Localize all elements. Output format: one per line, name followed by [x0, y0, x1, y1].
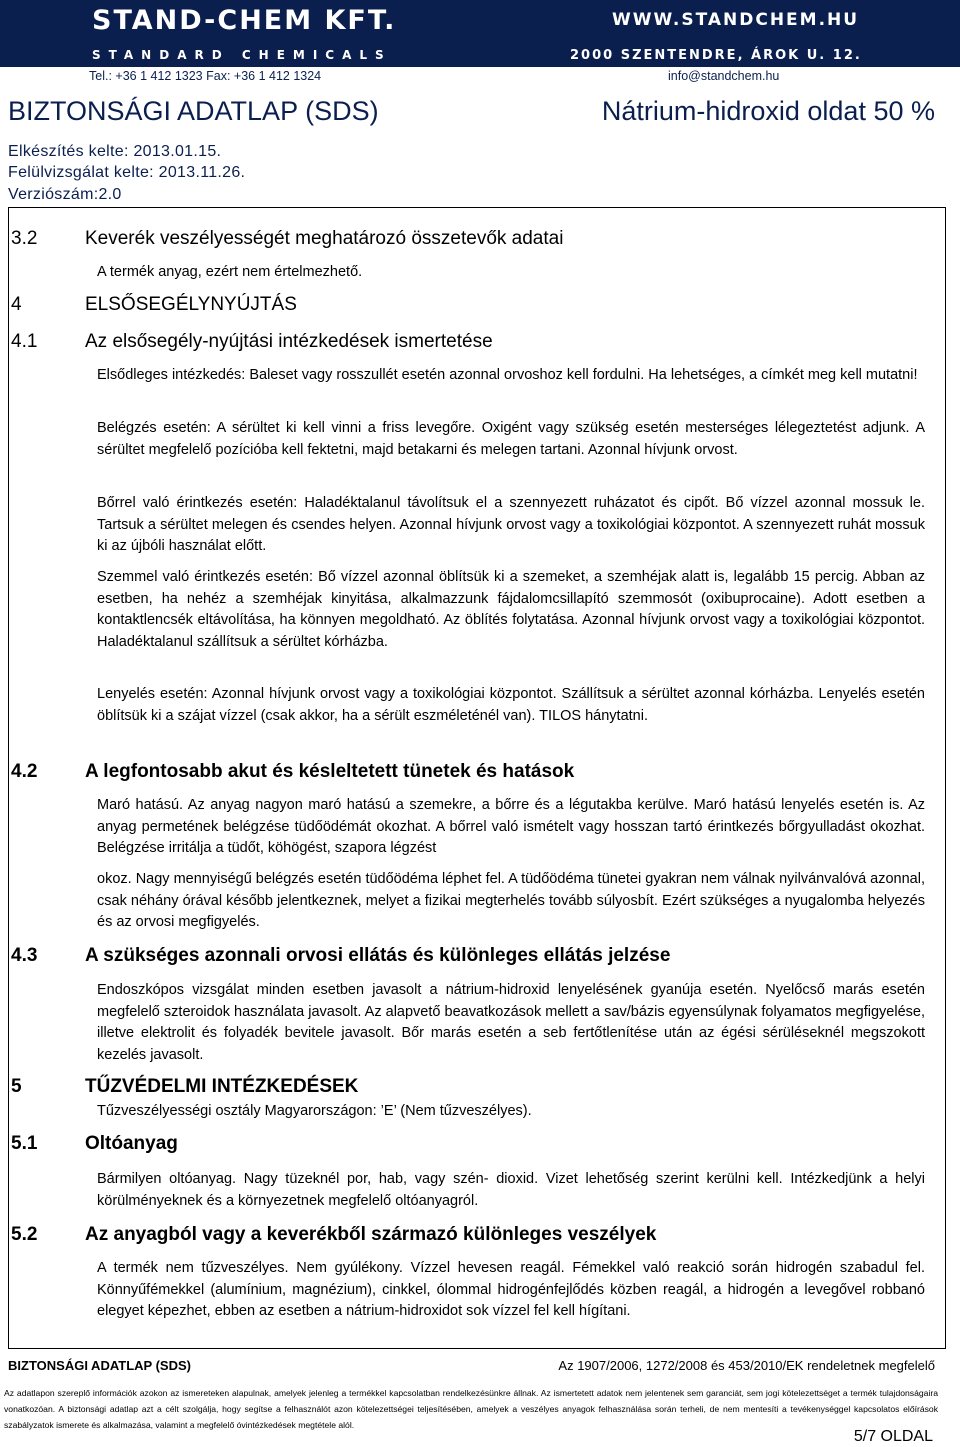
revised-date: Felülvizsgálat kelte: 2013.11.26.	[8, 164, 246, 181]
company-name: STAND-CHEM KFT.	[92, 5, 397, 36]
footer-regulation: Az 1907/2006, 1272/2008 és 453/2010/EK rendeletnek megfelelő	[558, 1358, 935, 1373]
footer-document-type: BIZTONSÁGI ADATLAP (SDS)	[8, 1358, 191, 1373]
symptoms-paragraph-1: Maró hatású. Az anyag nagyon maró hatású a szemekre, a bőrre és a légutakba kerülve. Maró hatású lenyelés esetén is. Az anyag permetének belégzése tüdőödémát okozhat. A bőrrel való ismételt vagy hosszan tartó érintkezés bőrgyulladást okozhat. Belégzése irritálja a tüdőt, köhögést, szapora légzést	[97, 797, 925, 856]
section-3-2-title: Keverék veszélyességét meghatározó összetevők adatai	[85, 228, 564, 249]
contact-email: info@standchem.hu	[668, 69, 780, 83]
section-4-1-title: Az elsősegély-nyújtási intézkedések ismertetése	[85, 331, 493, 352]
symptoms-paragraph-2: okoz. Nagy mennyiségű belégzés esetén tüdőödéma léphet fel. A tüdőödéma tünetei gyakran nem válnak nyilvánvalóvá azonnal, csak néhány órával később jelentkeznek, melyet a fizikai megterhelés tovább súlyosbít. Ezért szükséges a nyugalomba helyezés és az orvosi megfigyelés.	[97, 871, 925, 930]
section-5-title: TŰZVÉDELMI INTÉZKEDÉSEK	[85, 1076, 359, 1097]
version-number: Verziószám:2.0	[8, 186, 122, 203]
extinguishing-media-text: Bármilyen oltóanyag. Nagy tüzeknél por, hab, vagy szén- dioxid. Vizet lehetőség szerint kerülni kell. Intézkedjünk a helyi körülményeknek és a környezetnek megfelelő oltóanyagról.	[97, 1171, 925, 1209]
first-aid-ingestion: Lenyelés esetén: Azonnal hívjunk orvost vagy a toxikológiai központot. Szállítsuk a sérültet azonnal kórházba. Lenyelés esetén öblítsük ki a szájat vízzel (csak akkor, ha a sérült eszméleténél van). TILOS hánytatni.	[97, 686, 925, 724]
section-5-1-title: Oltóanyag	[85, 1133, 178, 1154]
company-address: 2000 SZENTENDRE, ÁROK U. 12.	[570, 48, 862, 63]
company-website: WWW.STANDCHEM.HU	[612, 10, 860, 30]
company-subtitle: STANDARD CHEMICALS	[92, 48, 392, 62]
page-number: 5/7 OLDAL	[853, 1428, 933, 1445]
first-aid-eye: Szemmel való érintkezés esetén: Bő vízzel azonnal öblítsük ki a szemeket, a szemhéjak alatt is, legalább 15 percig. Abban az esetben, ha nehéz a szemhéjak kinyitása, alkalmazzunk fájdalomcsillapító szemmosót (oxibuprocaine). Adott esetben a kontaktlencsék eltávolítása, ha könnyen megoldható. Az öblítés folytatása. Azonnal hívjunk orvost vagy a toxikológiai központot. Haladéktalanul szállítsuk a sérültet kórházba.	[97, 569, 925, 650]
footer-disclaimer: Az adatlapon szereplő információk azokon az ismereteken alapulnak, amelyek jelenleg a termékkel kapcsolatban rendelkezésünkre állnak. Az ismertetett adatok nem jelentenek sem garanciát, sem jogi kötelezettséget a termék tulajdonságaira vonatkozóan. A biztonsági adatlap azt a célt szolgálja, hogy segítse a felhasználót azon kötelezettségei teljesítésében, amelyek a veszélyes anyagok felhasználása során terheli, de nem mentesíti a tevékenységgel kapcsolatos előírások szabályzatok ismerete és alkalmazása, valamint a megfelelő óvintézkedések megtétele alól.	[4, 1388, 938, 1430]
section-4-title: ELSŐSEGÉLYNYÚJTÁS	[85, 294, 297, 315]
medical-attention-text: Endoszkópos vizsgálat minden esetben javasolt a nátrium-hidroxid lenyelésének gyanúja esetén. Nyelőcső marás esetén megfelelő szteroidok használata javasolt. Az alapvető beavatkozások mellett a sav/bázis egyensúlynak folyamatos megfigyelése, illetve elektrolit és folyadék bevitele javasolt. Bőr marás esetén a seb fertőtlenítése után az égési sérüléseknél megszokott kezelés javasolt.	[97, 982, 925, 1063]
section-5-2-title: Az anyagból vagy a keverékből származó különleges veszélyek	[85, 1224, 657, 1245]
section-4-3-title: A szükséges azonnali orvosi ellátás és különleges ellátás jelzése	[85, 945, 671, 966]
special-hazards-text: A termék nem tűzveszélyes. Nem gyúlékony. Vízzel hevesen reagál. Fémekkel való reakció során hidrogén szabadul fel. Könnyűfémekkel (alumínium, magnézium), cinkkel, ólommal hidrogénfejlődés közben reagál, a hidrogén a levegővel robbanó elegyet képezhet, ebben az esetben a nátrium-hidroxidot sok vízzel fel kell hígítani.	[97, 1260, 925, 1319]
created-date: Elkészítés kelte: 2013.01.15.	[8, 143, 222, 160]
first-aid-inhalation: Belégzés esetén: A sérültet ki kell vinni a friss levegőre. Oxigént vagy szükség esetén mesterséges lélegeztetést adjunk. A sérültet megfelelő pozícióba kell fektetni, majd betakarni és melegen tartani. Azonnal hívjunk orvost.	[97, 420, 925, 458]
fire-class-text: Tűzveszélyességi osztály Magyarországon: ’E’ (Nem tűzveszélyes).	[97, 1103, 532, 1119]
document-type-title: BIZTONSÁGI ADATLAP (SDS)	[8, 96, 379, 126]
first-aid-general: Elsődleges intézkedés: Baleset vagy rosszullét esetén azonnal orvoshoz kell fordulni. Ha lehetséges, a címkét meg kell mutatni!	[97, 367, 918, 383]
contact-phone-fax: Tel.: +36 1 412 1323 Fax: +36 1 412 1324	[89, 69, 322, 83]
company-banner	[0, 0, 960, 67]
product-name-title: Nátrium-hidroxid oldat 50 %	[601, 96, 935, 126]
section-3-2-text: A termék anyag, ezért nem értelmezhető.	[97, 264, 363, 280]
first-aid-skin: Bőrrel való érintkezés esetén: Haladéktalanul távolítsuk el a szennyezett ruházatot és cipőt. Bő vízzel azonnal mossuk le. Tartsuk a sérültet melegen és csendes helyen. Azonnal hívjunk orvost vagy a toxikológiai központot. A szennyezett ruhát mossuk ki az újbóli használat előtt.	[97, 495, 925, 554]
section-4-2-title: A legfontosabb akut és késleltetett tünetek és hatások	[85, 761, 575, 782]
